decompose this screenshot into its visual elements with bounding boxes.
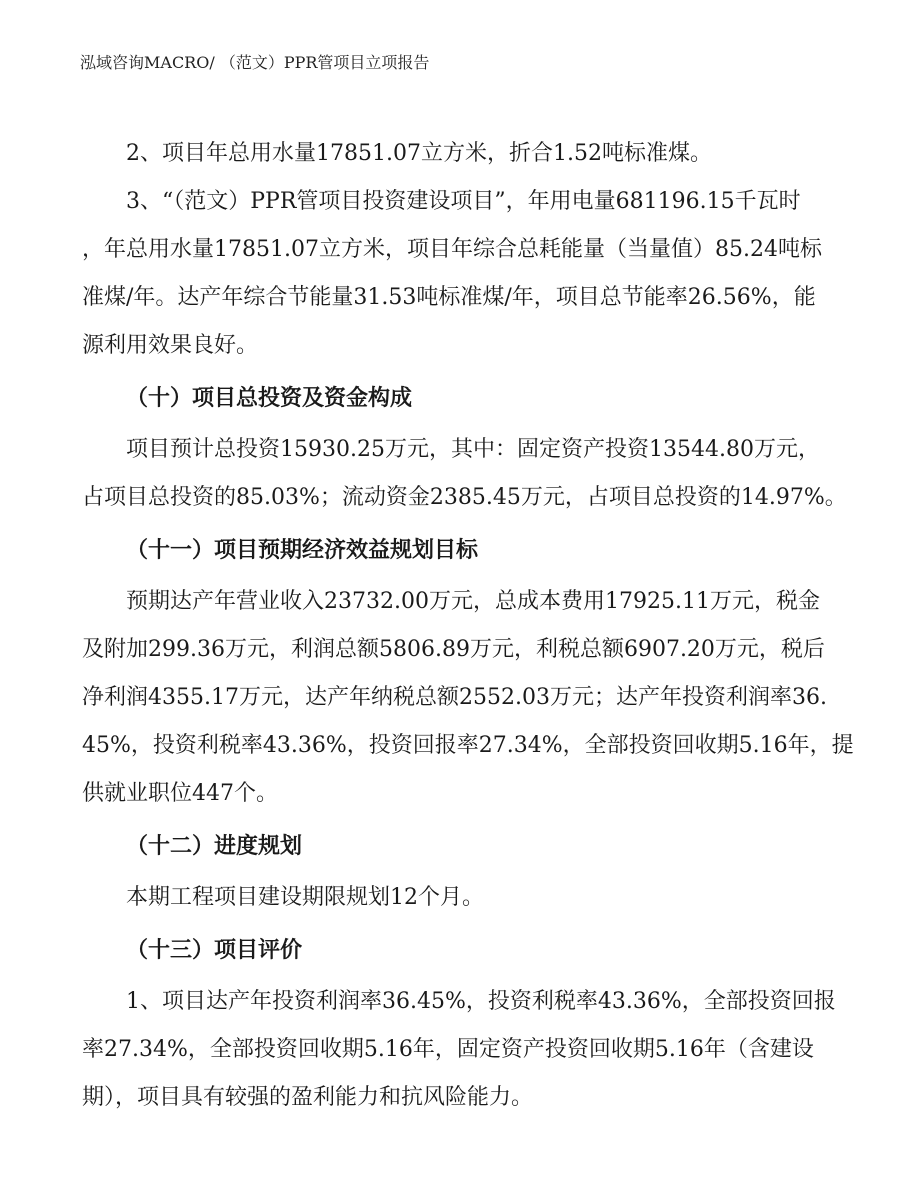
text-line: 供就业职位447个。 bbox=[82, 781, 278, 806]
text-line: 及附加299.36万元，利润总额5806.89万元，利税总额6907.20万元，税后 bbox=[82, 637, 825, 662]
paragraph-water-usage bbox=[82, 130, 827, 178]
paragraph-energy-consumption bbox=[82, 178, 827, 370]
text-line: 3、“（范文）PPR管项目投资建设项目”，年用电量681196.15千瓦时 bbox=[126, 189, 801, 214]
text-line: ，年总用水量17851.07立方米，项目年综合总耗能量（当量值）85.24吨标 bbox=[82, 237, 822, 262]
text-line: 率27.34%，全部投资回收期5.16年，固定资产投资回收期5.16年（含建设 bbox=[82, 1037, 814, 1062]
text-line: 项目预计总投资15930.25万元，其中：固定资产投资13544.80万元， bbox=[126, 437, 820, 462]
section-heading-economic-benefits: （十一）项目预期经济效益规划目标 bbox=[126, 537, 479, 563]
text-line: 期），项目具有较强的盈利能力和抗风险能力。 bbox=[82, 1085, 534, 1110]
text-line: 源利用效果良好。 bbox=[82, 333, 259, 358]
text-line: 净利润4355.17万元，达产年纳税总额2552.03万元；达产年投资利润率36. bbox=[82, 685, 827, 710]
text-line: 1、项目达产年投资利润率36.45%，投资利税率43.36%，全部投资回报 bbox=[126, 989, 836, 1014]
section-heading-schedule: （十二）进度规划 bbox=[126, 833, 303, 859]
paragraph-investment bbox=[82, 426, 847, 522]
text-line: 预期达产年营业收入23732.00万元，总成本费用17925.11万元，税金 bbox=[126, 589, 820, 614]
text-line: 占项目总投资的85.03%；流动资金2385.45万元，占项目总投资的14.97%。 bbox=[82, 485, 847, 510]
text-line: 45%，投资利税率43.36%，投资回报率27.34%，全部投资回收期5.16年，提 bbox=[82, 733, 854, 758]
paragraph-economic-benefits bbox=[82, 578, 854, 818]
document-body bbox=[82, 130, 854, 1122]
document-header: 泓域咨询MACRO/ （范文）PPR管项目立项报告 bbox=[80, 53, 430, 72]
text-line: 准煤/年。达产年综合节能量31.53吨标准煤/年，项目总节能率26.56%，能 bbox=[82, 285, 816, 310]
section-heading-investment: （十）项目总投资及资金构成 bbox=[126, 385, 413, 411]
section-heading-evaluation: （十三）项目评价 bbox=[126, 937, 303, 963]
text-line: 本期工程项目建设期限规划12个月。 bbox=[126, 885, 484, 910]
paragraph-schedule bbox=[82, 874, 827, 922]
paragraph-evaluation bbox=[82, 978, 836, 1122]
text-line: 2、项目年总用水量17851.07立方米，折合1.52吨标准煤。 bbox=[126, 141, 712, 166]
